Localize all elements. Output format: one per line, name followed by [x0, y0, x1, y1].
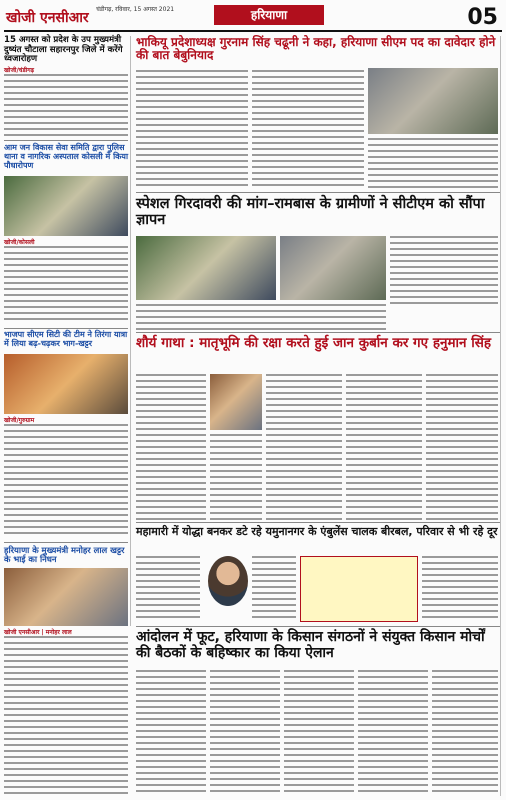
page-number: 05: [467, 5, 498, 30]
article-body: [368, 138, 498, 188]
article-body: [252, 556, 296, 622]
news-photo: [4, 354, 128, 414]
article-body: [426, 374, 498, 520]
divider: [136, 332, 500, 333]
news-photo: [4, 568, 128, 626]
portrait-photo: [208, 556, 248, 606]
article-headline: 15 अगस्त को प्रदेश के उप मुख्यमंत्री दुष्यंत चौटाला सहारनपुर जिले में करेंगे ध्वजारोहण: [4, 35, 123, 65]
column-rule: [130, 36, 131, 626]
article-body: [266, 374, 342, 520]
column-rule: [500, 36, 501, 796]
article-byline: खोजी/गुरुग्राम: [4, 417, 35, 424]
article-headline: महामारी में योद्धा बनकर डटे रहे यमुनानगर के एंबुलेंस चालक बीरबल, परिवार से भी रहे दूर: [136, 525, 498, 538]
article-body: [210, 670, 280, 796]
news-photo: [280, 236, 386, 300]
news-photo: [368, 68, 498, 134]
article-body: [136, 374, 206, 520]
paper-name: खोजी एनसीआर: [6, 10, 89, 26]
article-body: [4, 636, 128, 796]
article-body: [136, 556, 200, 622]
article-body: [346, 374, 422, 520]
divider: [136, 192, 500, 193]
divider: [4, 328, 128, 329]
article-body: [4, 74, 128, 136]
divider: [4, 140, 128, 141]
portrait-photo: [210, 374, 262, 430]
news-photo: [4, 176, 128, 236]
article-headline: स्पेशल गिरदावरी की मांग–रामबास के ग्रामीणों ने सीटीएम को सौंपा ज्ञापन: [136, 196, 485, 229]
article-headline: आम जन विकास सेवा समिति द्वारा पुलिस थाना व नागरिक अस्पताल कोसली में किया पौधारोपण: [4, 143, 129, 170]
article-byline: खोजी/चंडीगढ़: [4, 67, 34, 74]
lead-headline: भाकियू प्रदेशाध्यक्ष गुरनाम सिंह चढूनी ने कहा, हरियाणा सीएम पद का दावेदार होने की बात बेबुनियाद: [136, 35, 496, 63]
article-body: [252, 70, 364, 188]
article-headline: हरियाणा के मुख्यमंत्री मनोहर लाल खट्टर के भाई का निधन: [4, 545, 125, 565]
article-body: [4, 246, 128, 324]
article-body: [432, 670, 498, 796]
article-body: [390, 236, 498, 306]
section-title: हरियाणा: [214, 5, 324, 25]
article-body: [136, 70, 248, 188]
news-photo: [136, 236, 276, 300]
article-body: [4, 424, 128, 538]
article-body: [284, 670, 354, 796]
divider: [136, 522, 500, 523]
article-headline: शौर्य गाथा : मातृभूमि की रक्षा करते हुई जान कुर्बान कर गए हनुमान सिंह: [136, 335, 492, 351]
article-body: [210, 434, 262, 520]
article-headline: भाजपा सीएम सिटी की टीम ने तिरंगा यात्रा में लिया बढ़-चढ़कर भाग-खट्टर: [4, 330, 128, 348]
article-body: [358, 670, 428, 796]
divider: [4, 542, 128, 543]
article-byline: खोजी/कोसली: [4, 239, 35, 246]
article-body: [136, 670, 206, 796]
article-headline: आंदोलन में फूट, हरियाणा के किसान संगठनों ने संयुक्त किसान मोर्चों की बैठकों के बहिष्कार का किया ऐलान: [136, 629, 485, 661]
article-body: [136, 304, 386, 332]
dateline: चंडीगढ़, रविवार, 15 अगस्त 2021: [96, 6, 175, 13]
pull-quote: [300, 556, 418, 622]
article-byline: खोजी एनसीआर | मनोहर लाल: [4, 629, 72, 636]
divider: [136, 626, 500, 627]
masthead: [4, 2, 502, 32]
article-body: [422, 556, 498, 622]
